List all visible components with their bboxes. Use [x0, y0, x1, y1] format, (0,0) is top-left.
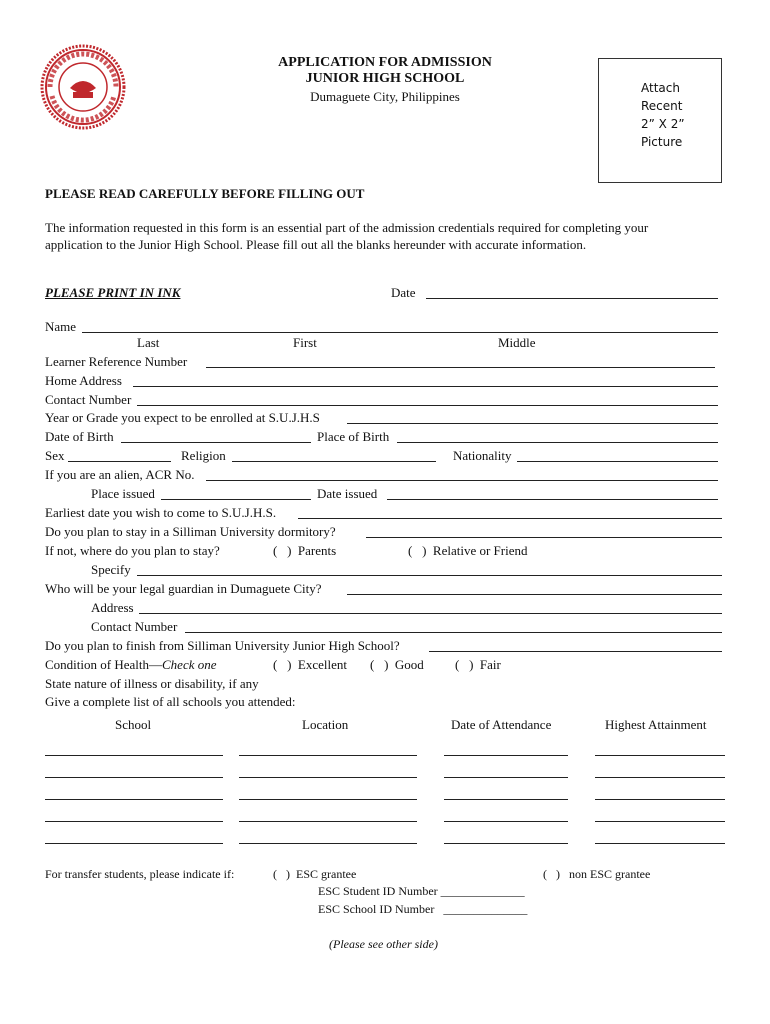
non-esc-grantee-checkbox[interactable]: ( ) non ESC grantee: [543, 867, 651, 881]
school-row1-col1[interactable]: [45, 755, 223, 756]
contact-number-field[interactable]: [137, 405, 718, 406]
guardian-field[interactable]: [347, 594, 722, 595]
year-grade-label: Year or Grade you expect to be enrolled at S.U.J.H.S: [45, 410, 320, 425]
col-date-header: Date of Attendance: [451, 717, 552, 732]
nationality-label: Nationality: [453, 448, 512, 463]
school-row2-col2[interactable]: [239, 777, 417, 778]
guardian-address-label: Address: [91, 600, 134, 615]
esc-school-id-field[interactable]: ESC School ID Number ______________: [318, 902, 528, 916]
date-field[interactable]: [426, 298, 718, 299]
school-row3-col3[interactable]: [444, 799, 568, 800]
school-row1-col2[interactable]: [239, 755, 417, 756]
place-issued-field[interactable]: [161, 499, 311, 500]
school-row5-col2[interactable]: [239, 843, 417, 844]
school-row5-col1[interactable]: [45, 843, 223, 844]
school-row1-col4[interactable]: [595, 755, 725, 756]
school-row5-col4[interactable]: [595, 843, 725, 844]
col-attainment-header: Highest Attainment: [605, 717, 707, 732]
school-row2-col3[interactable]: [444, 777, 568, 778]
school-row5-col3[interactable]: [444, 843, 568, 844]
dormitory-field[interactable]: [366, 537, 722, 538]
silliman-seal-logo: [40, 44, 126, 130]
name-middle-caption: Middle: [498, 335, 536, 350]
health-label: [45, 657, 217, 673]
nationality-field[interactable]: [517, 461, 718, 462]
guardian-address-field[interactable]: [139, 613, 722, 614]
earliest-date-label: Earliest date you wish to come to S.U.J.H.S.: [45, 505, 277, 520]
col-location-header: Location: [302, 717, 349, 732]
finish-field[interactable]: [429, 651, 722, 652]
lrn-field[interactable]: [206, 367, 715, 368]
home-address-label: Home Address: [45, 373, 122, 388]
intro-line2: application to the Junior High School. Please fill out all the blanks hereunder with accurate information.: [45, 237, 587, 252]
transfer-label: For transfer students, please indicate if:: [45, 867, 235, 881]
photo-box-line2: Recent: [641, 99, 683, 113]
guardian-contact-field[interactable]: [185, 632, 722, 633]
health-excellent-checkbox[interactable]: ( ) Excellent: [273, 657, 347, 672]
health-fair-checkbox[interactable]: ( ) Fair: [455, 657, 501, 672]
religion-label: Religion: [181, 448, 226, 463]
acr-label: If you are an alien, ACR No.: [45, 467, 195, 482]
specify-field[interactable]: [137, 575, 722, 576]
health-label-text: Condition of Health—: [45, 657, 162, 672]
date-label: Date: [391, 285, 416, 300]
school-row3-col1[interactable]: [45, 799, 223, 800]
sex-label: Sex: [45, 448, 65, 463]
health-check-one: Check one: [162, 657, 217, 672]
earliest-date-field[interactable]: [298, 518, 722, 519]
school-row4-col3[interactable]: [444, 821, 568, 822]
name-field[interactable]: [82, 332, 718, 333]
date-issued-field[interactable]: [387, 499, 718, 500]
school-row3-col2[interactable]: [239, 799, 417, 800]
where-stay-label: If not, where do you plan to stay?: [45, 543, 220, 558]
instructions-heading: PLEASE READ CAREFULLY BEFORE FILLING OUT: [45, 186, 365, 201]
guardian-label: Who will be your legal guardian in Dumaguete City?: [45, 581, 322, 596]
lrn-label: Learner Reference Number: [45, 354, 188, 369]
schools-label: Give a complete list of all schools you attended:: [45, 694, 296, 709]
school-row3-col4[interactable]: [595, 799, 725, 800]
dob-field[interactable]: [121, 442, 311, 443]
school-row1-col3[interactable]: [444, 755, 568, 756]
place-issued-label: Place issued: [91, 486, 155, 501]
name-last-caption: Last: [137, 335, 160, 350]
school-row4-col1[interactable]: [45, 821, 223, 822]
religion-field[interactable]: [232, 461, 436, 462]
place-of-birth-label: Place of Birth: [317, 429, 390, 444]
guardian-contact-label: Contact Number: [91, 619, 178, 634]
option-parents-checkbox[interactable]: ( ) Parents: [273, 543, 337, 558]
photo-box[interactable]: [598, 58, 722, 183]
name-label: Name: [45, 319, 77, 334]
dormitory-label: Do you plan to stay in a Silliman University dormitory?: [45, 524, 336, 539]
esc-grantee-checkbox[interactable]: ( ) ESC grantee: [273, 867, 357, 881]
finish-label: Do you plan to finish from Silliman University Junior High School?: [45, 638, 400, 653]
specify-label: Specify: [91, 562, 131, 577]
photo-box-line4: Picture: [641, 135, 683, 149]
place-of-birth-field[interactable]: [397, 442, 718, 443]
intro-line1: The information requested in this form is an essential part of the admission credentials required for completing your: [45, 220, 649, 235]
see-other-side-note: (Please see other side): [329, 937, 438, 951]
print-in-ink-note: PLEASE PRINT IN INK: [45, 285, 181, 300]
date-issued-label: Date issued: [317, 486, 378, 501]
health-good-checkbox[interactable]: ( ) Good: [370, 657, 424, 672]
school-row4-col4[interactable]: [595, 821, 725, 822]
esc-student-id-field[interactable]: ESC Student ID Number ______________: [318, 884, 525, 898]
col-school-header: School: [115, 717, 152, 732]
dob-label: Date of Birth: [45, 429, 114, 444]
photo-box-line1: Attach: [641, 81, 680, 95]
school-row2-col4[interactable]: [595, 777, 725, 778]
illness-label: State nature of illness or disability, if any: [45, 676, 259, 691]
acr-field[interactable]: [206, 480, 718, 481]
photo-box-line3: 2” X 2”: [641, 117, 685, 131]
form-title-line2: JUNIOR HIGH SCHOOL: [305, 71, 465, 86]
school-row2-col1[interactable]: [45, 777, 223, 778]
school-row4-col2[interactable]: [239, 821, 417, 822]
form-location: Dumaguete City, Philippines: [310, 89, 460, 104]
option-relative-checkbox[interactable]: ( ) Relative or Friend: [408, 543, 528, 558]
sex-field[interactable]: [68, 461, 171, 462]
year-grade-field[interactable]: [347, 423, 718, 424]
name-first-caption: First: [293, 335, 317, 350]
form-title-line1: APPLICATION FOR ADMISSION: [278, 55, 492, 70]
home-address-field[interactable]: [133, 386, 718, 387]
contact-number-label: Contact Number: [45, 392, 132, 407]
